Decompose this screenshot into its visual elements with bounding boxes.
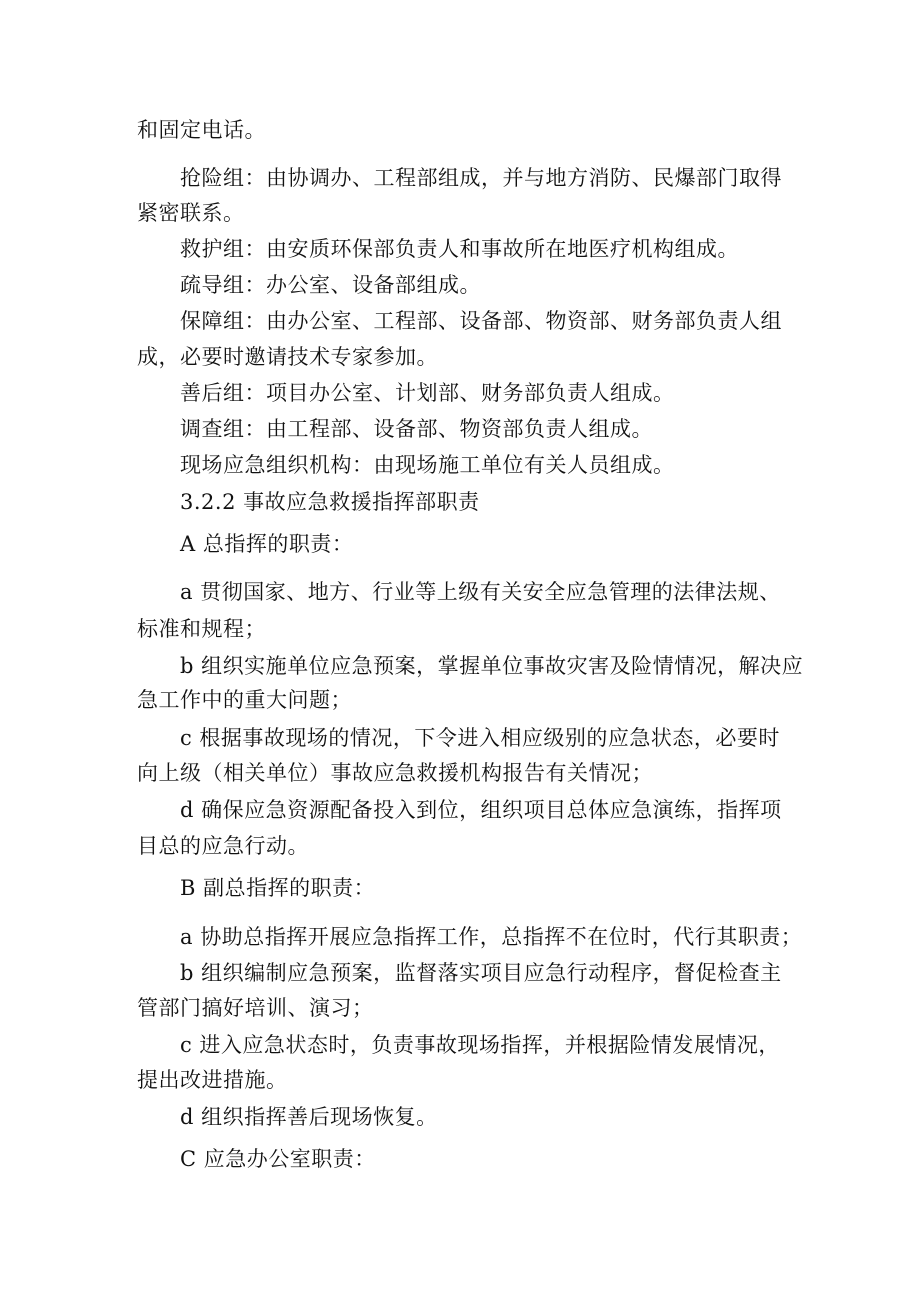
text-line: d 确保应急资源配备投入到位，组织项目总体应急演练，指挥项 (180, 798, 782, 822)
text-line: 管部门搞好培训、演习； (137, 996, 374, 1020)
text-line: 紧密联系。 (137, 201, 245, 225)
text-line: 救护组：由安质环保部负责人和事故所在地医疗机构组成。 (180, 237, 739, 261)
subsection-heading: A 总指挥的职责： (180, 532, 354, 556)
text-line: 和固定电话。 (137, 118, 266, 142)
text-line: 向上级（相关单位）事故应急救援机构报告有关情况； (137, 761, 653, 785)
subsection-heading: B 副总指挥的职责： (180, 876, 376, 900)
text-line: 疏导组：办公室、设备部组成。 (180, 273, 481, 297)
subsection-heading: C 应急办公室职责： (180, 1147, 376, 1171)
text-line: b 组织编制应急预案，监督落实项目应急行动程序，督促检查主 (180, 961, 782, 985)
text-line: c 进入应急状态时，负责事故现场指挥，并根据险情发展情况， (180, 1033, 780, 1057)
text-line: 保障组：由办公室、工程部、设备部、物资部、财务部负责人组 (180, 309, 782, 333)
text-line: a 贯彻国家、地方、行业等上级有关安全应急管理的法律法规、 (180, 580, 781, 604)
text-line: 现场应急组织机构：由现场施工单位有关人员组成。 (180, 453, 675, 477)
text-line: 抢险组：由协调办、工程部组成，并与地方消防、民爆部门取得 (180, 166, 782, 190)
text-line: 善后组：项目办公室、计划部、财务部负责人组成。 (180, 381, 675, 405)
text-line: 急工作中的重大问题； (137, 688, 352, 712)
text-line: 成，必要时邀请技术专家参加。 (137, 345, 438, 369)
text-line: 目总的应急行动。 (137, 834, 309, 858)
text-line: d 组织指挥善后现场恢复。 (180, 1105, 438, 1129)
text-line: 标准和规程； (137, 617, 266, 641)
text-line: a 协助总指挥开展应急指挥工作，总指挥不在位时，代行其职责； (180, 925, 803, 949)
text-line: 调查组：由工程部、设备部、物资部负责人组成。 (180, 417, 653, 441)
text-line: c 根据事故现场的情况，下令进入相应级别的应急状态，必要时 (180, 726, 780, 750)
section-heading: 3.2.2 事故应急救援指挥部职责 (180, 490, 480, 514)
text-line: b 组织实施单位应急预案，掌握单位事故灾害及险情情况，解决应 (180, 654, 804, 678)
text-line: 提出改进措施。 (137, 1068, 288, 1092)
